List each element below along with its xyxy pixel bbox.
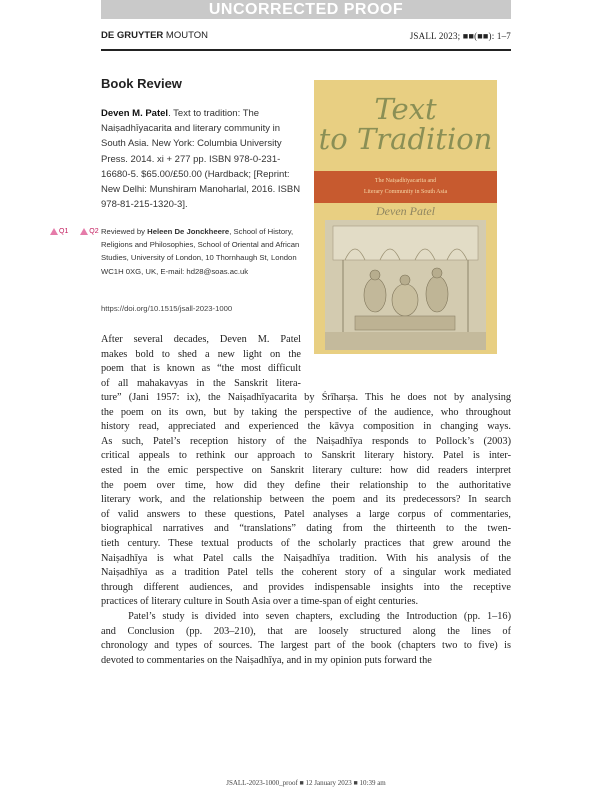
cover-author: Deven Patel xyxy=(376,204,435,218)
reviewer-prefix: Reviewed by xyxy=(101,227,148,236)
body-line: the poem over time, how did they define their relationship to the authoritative xyxy=(101,479,511,491)
body-line: makes bold to shed a new light on the xyxy=(101,348,301,360)
book-author: Deven M. Patel xyxy=(101,108,169,119)
body-line: critical appeals to rethink our approach to Sanskrit literary history. Patel is inter- xyxy=(101,450,511,462)
body-line: practices of literary culture in South Asia over a time-span of eight centuries. xyxy=(101,596,419,608)
body-line: and Conclusion (pp. 203–210), that are loosely structured along the lines of xyxy=(101,625,511,637)
reviewer-affiliation: , School of History, Religions and Philosophies, School of Oriental and African Studies, University of London, 10 Thornhaugh St, London WC1H 0XG, UK, E-mail: hd28@soas.ac.uk xyxy=(101,227,300,276)
cover-subtitle-line-1: The Naiṣadhīyacarita and xyxy=(374,178,437,184)
cover-subtitle-line-2: Literary Community in South Asia xyxy=(363,189,448,195)
doi-link[interactable]: https://doi.org/10.1515/jsall-2023-1000 xyxy=(101,304,233,313)
body-line: of valid answers to these questions, Patel analyses a large corpus of commentaries, xyxy=(101,508,511,520)
query-marker-1[interactable] xyxy=(50,228,73,235)
proof-footer: JSALL-2023-1000_proof ■ 12 January 2023 ■ 10:39 am xyxy=(226,779,386,787)
flag-icon xyxy=(50,228,58,235)
uncorrected-proof-banner: UNCORRECTED PROOF xyxy=(101,0,511,19)
body-line: ested in the emic perspective on Sanskrit literary culture: how did readers interpret xyxy=(101,464,511,476)
journal-reference: JSALL 2023; ■■(■■): 1–7 xyxy=(409,31,511,41)
header-rule xyxy=(101,49,511,51)
query-marker-label: Q2 xyxy=(89,228,99,235)
body-line: through different audiences, and provides indispensable insights into the receptive xyxy=(101,581,511,593)
body-line: chronology and types of sources. The largest part of the book (chapters two to five) is xyxy=(101,640,511,652)
body-line: the poem on its own, but by taking the perspective of the audience, who throughout xyxy=(101,406,511,418)
body-line: Naiṣadhīya as a tradition Patel tells the coherent story of a singular work mediated xyxy=(101,567,511,579)
query-markers xyxy=(50,228,109,235)
cover-illustration xyxy=(325,220,486,350)
body-line: literary work, and the relationship between the poem and its predecessors? In search xyxy=(101,494,511,506)
cover-title-line-1: Text xyxy=(374,92,437,126)
cover-title xyxy=(314,94,497,154)
miniature-painting-illustration xyxy=(325,220,486,350)
publisher-name-rest: MOUTON xyxy=(163,30,208,41)
body-line: of all mahakavyas in the Sanskrit litera- xyxy=(101,377,301,389)
body-line: poem that is known as “the most difficult xyxy=(101,363,301,375)
section-title: Book Review xyxy=(101,76,182,91)
publisher-logo xyxy=(101,30,208,41)
flag-icon xyxy=(80,228,88,235)
book-cover-image xyxy=(314,80,497,354)
body-text-narrow xyxy=(101,333,301,391)
publisher-name-bold: DE GRUYTER xyxy=(101,30,164,41)
body-line: tieth century. These textual products of the scholarly practices that grew around the xyxy=(101,537,511,549)
query-marker-label: Q1 xyxy=(59,228,69,235)
body-line: ture” (Jani 1957: ix), the Naiṣadhīyacarita by Śrīharṣa. This he does not by analysing xyxy=(101,392,511,403)
book-citation xyxy=(101,106,301,212)
body-line: devoted to commentaries on the Naiṣadhīya, and in my opinion puts forward the xyxy=(101,654,432,666)
reviewer-name: Heleen De Jonckheere xyxy=(147,227,230,236)
body-line: biographical narratives and “translations” dating from the thirteenth to the twen- xyxy=(101,523,511,535)
cover-subtitle-band xyxy=(314,171,497,203)
citation-details: . Text to tradition: The Naiṣadhīyacarita and literary community in South Asia. New York: Columbia University Press. 2014. xi + 277 pp. ISBN 978-0-231-16680-5. $65.00/£50.00 (Hardback; [Reprint: New Delhi: Munshiram Manoharlal, 2016. ISBN 978-81-215-1320-3]. xyxy=(101,108,301,211)
body-line: After several decades, Deven M. Patel xyxy=(101,334,301,345)
body-line: history read, appreciated and experienced the kāvya composition in changing ways. xyxy=(101,421,511,433)
body-line: As such, Patel’s reception history of the Naiṣadhīya responds to Pollock’s (2003) xyxy=(101,435,511,447)
reviewer-info xyxy=(101,225,301,278)
body-text-wide xyxy=(101,391,511,668)
body-line: Naiṣadhīya is what Patel calls the Naiṣadhīya tradition. With his analysis of the xyxy=(101,552,511,564)
cover-title-line-2: to Tradition xyxy=(318,122,493,156)
body-line: Patel’s study is divided into seven chapters, excluding the Introduction (pp. 1–16) xyxy=(101,610,511,622)
